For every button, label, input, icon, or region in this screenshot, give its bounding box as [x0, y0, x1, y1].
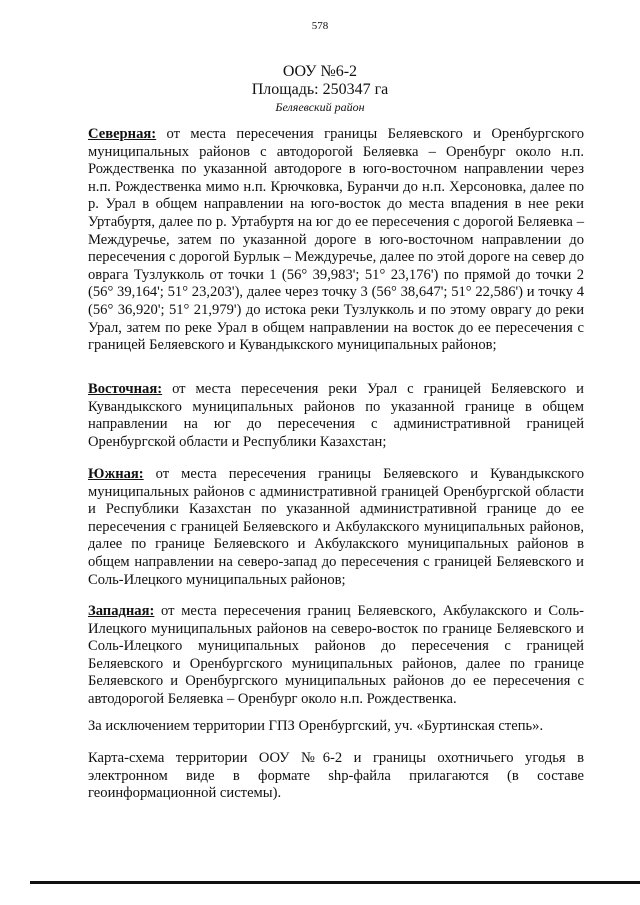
east-boundary-text: от места пересечения реки Урал с границей Беляевского и Кувандыкского муниципальных районов по указанной границе в общем направлении на юг до пересечения с административной границей Оренбургской области и Республики Казахстан; [88, 381, 584, 450]
district-name: Беляевский район [275, 100, 365, 114]
north-boundary-heading: Северная: [88, 126, 157, 142]
document-title: ООУ №6-2 [282, 63, 358, 80]
footer-rule [30, 881, 640, 884]
exclusion-paragraph: За исключением территории ГПЗ Оренбургский, уч. «Буртинская степь». [88, 718, 544, 734]
page-number: 578 [311, 20, 329, 32]
south-boundary-text: от места пересечения границы Беляевского и Кувандыкского муниципальных районов с административной границей Оренбургской области и Республики Казахстан по указанной административной границе до ее пересечения с границей Беляевского и Акбулакского муниципальных районов, далее по границе Беляевского и Акбулакского муниципальных районов в общем направлении на северо-запад до пересечения с границей Беляевского и Соль-Илецкого муниципальных районов; [88, 466, 584, 588]
east-boundary-heading: Восточная: [88, 381, 163, 397]
north-boundary-text: от места пересечения границы Беляевского и Оренбургского муниципальных районов с автодорогой Беляевка – Оренбург около н.п. Рождественка по указанной автодороге в юго-восточном направлении через н.п. Рождественка мимо н.п. Крючковка, Буранчи до н.п. Херсоновка, далее по р. Урал в общем направлении на юго-восток до места впадения в нее реки Уртабуртя, далее по р. Уртабуртя на юг до ее пересечения с дорогой Беляевка – Междуречье, затем по указанной дороге в юго-восточном направлении до пересечения с дорогой Бурлык – Междуречье, далее по этой дороге на север до оврага Тузлукколь от точки 1 (56° 39,983'; 51° 23,176') по прямой до точки 2 (56° 39,164'; 51° 23,203'), далее через точку 3 (56° 38,647'; 51° 22,586') и точку 4 (56° 36,920'; 51° 21,979') до истока реки Тузлукколь и по этому оврагу до реки Урал, затем по реке Урал в общем направлении на восток до ее пересечения с границей Беляевского и Кувандыкского муниципальных районов; [88, 126, 584, 354]
west-boundary-heading: Западная: [88, 603, 155, 619]
document-header [0, 63, 640, 115]
east-boundary-paragraph [88, 381, 584, 451]
south-boundary-paragraph [88, 466, 584, 589]
area-line: Площадь: 250347 га [251, 81, 389, 98]
north-boundary-paragraph [88, 126, 584, 355]
map-note-paragraph: Карта-схема территории ООУ №6-2 и границы охотничьего угодья в электронном виде в формате shp-файла прилагаются (в составе геоинформационной системы). [88, 750, 584, 802]
south-boundary-heading: Южная: [88, 466, 144, 482]
west-boundary-text: от места пересечения границ Беляевского, Акбулакского и Соль-Илецкого муниципальных районов на северо-восток по границе Беляевского и Соль-Илецкого муниципальных районов до пересечения с границей Беляевского и Оренбургского муниципальных районов, далее по границе Беляевского и Оренбургского муниципальных районов до ее пересечения с автодорогой Беляевка – Оренбург около н.п. Рождественка. [88, 603, 584, 707]
west-boundary-paragraph [88, 603, 584, 709]
